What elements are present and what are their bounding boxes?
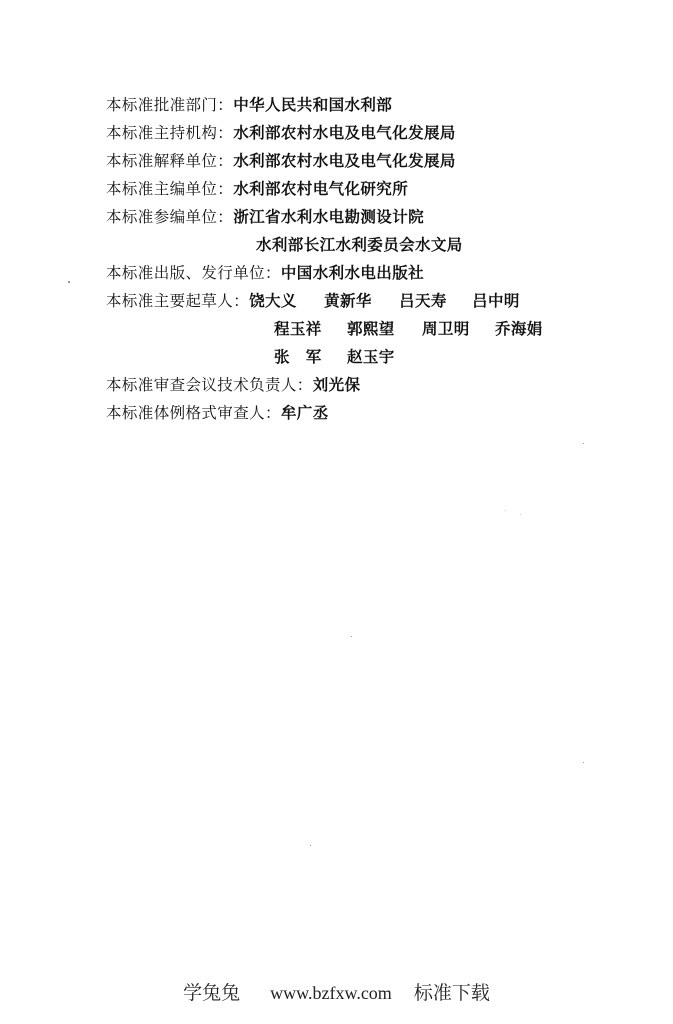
format-reviewer-line	[106, 403, 329, 423]
watermark-footer	[0, 980, 673, 1006]
drafter-name: 吕中明	[472, 292, 520, 310]
drafters-line-1	[106, 291, 520, 311]
drafter-name: 乔海娟	[495, 320, 543, 338]
drafters-line-2	[274, 319, 543, 339]
drafter-name: 黄新华	[324, 292, 372, 310]
drafter-name: 赵玉宇	[347, 348, 395, 366]
participating-unit-2-value: 水利部长江水利委员会水文局	[256, 236, 463, 254]
interpret-unit-label: 本标准解释单位：	[106, 152, 234, 170]
publisher-value: 中国水利水电出版社	[280, 264, 425, 282]
site-name: 学兔兔	[183, 982, 241, 1004]
scan-speck	[583, 443, 584, 444]
site-slogan: 标准下载	[413, 982, 490, 1004]
drafter-name: 吕天寿	[399, 292, 447, 310]
chief-editor-label: 本标准主编单位：	[106, 180, 234, 198]
scan-speck	[520, 514, 521, 515]
site-url[interactable]: www.bzfxw.com	[270, 983, 392, 1003]
review-lead-value: 刘光保	[312, 376, 361, 394]
scan-speck	[583, 762, 584, 763]
drafter-name: 饶大义	[249, 292, 297, 310]
publisher-label: 本标准出版、发行单位：	[106, 264, 281, 282]
scan-speck	[505, 510, 506, 511]
review-lead-label: 本标准审查会议技术负责人：	[106, 376, 313, 394]
publisher-line	[106, 263, 424, 283]
host-org-value: 水利部农村水电及电气化发展局	[233, 124, 456, 142]
host-org-line	[106, 123, 456, 143]
participating-unit-label: 本标准参编单位：	[106, 208, 234, 226]
interpret-unit-value: 水利部农村水电及电气化发展局	[233, 152, 456, 170]
chief-editor-line	[106, 179, 408, 199]
interpret-unit-line	[106, 151, 456, 171]
scan-speck	[310, 845, 311, 846]
format-reviewer-label: 本标准体例格式审查人：	[106, 404, 281, 422]
chief-editor-value: 水利部农村电气化研究所	[233, 180, 409, 198]
host-org-label: 本标准主持机构：	[106, 124, 234, 142]
drafter-name: 程玉祥	[274, 320, 322, 338]
approval-dept-value: 中华人民共和国水利部	[233, 96, 393, 114]
approval-dept-line	[106, 95, 392, 115]
scan-speck	[351, 636, 352, 637]
drafter-name: 郭熙望	[347, 320, 395, 338]
format-reviewer-value: 牟广丞	[280, 404, 329, 422]
participating-unit-line	[106, 207, 424, 227]
drafters-line-3	[274, 347, 395, 367]
review-lead-line	[106, 375, 360, 395]
participating-unit-2-line	[256, 235, 463, 255]
scan-speck	[68, 281, 70, 283]
participating-unit-value: 浙江省水利水电勘测设计院	[233, 208, 425, 226]
drafters-label: 本标准主要起草人：	[106, 292, 250, 310]
drafter-name: 周卫明	[422, 320, 470, 338]
approval-dept-label: 本标准批准部门：	[106, 96, 234, 114]
drafter-name: 张 军	[274, 348, 322, 366]
